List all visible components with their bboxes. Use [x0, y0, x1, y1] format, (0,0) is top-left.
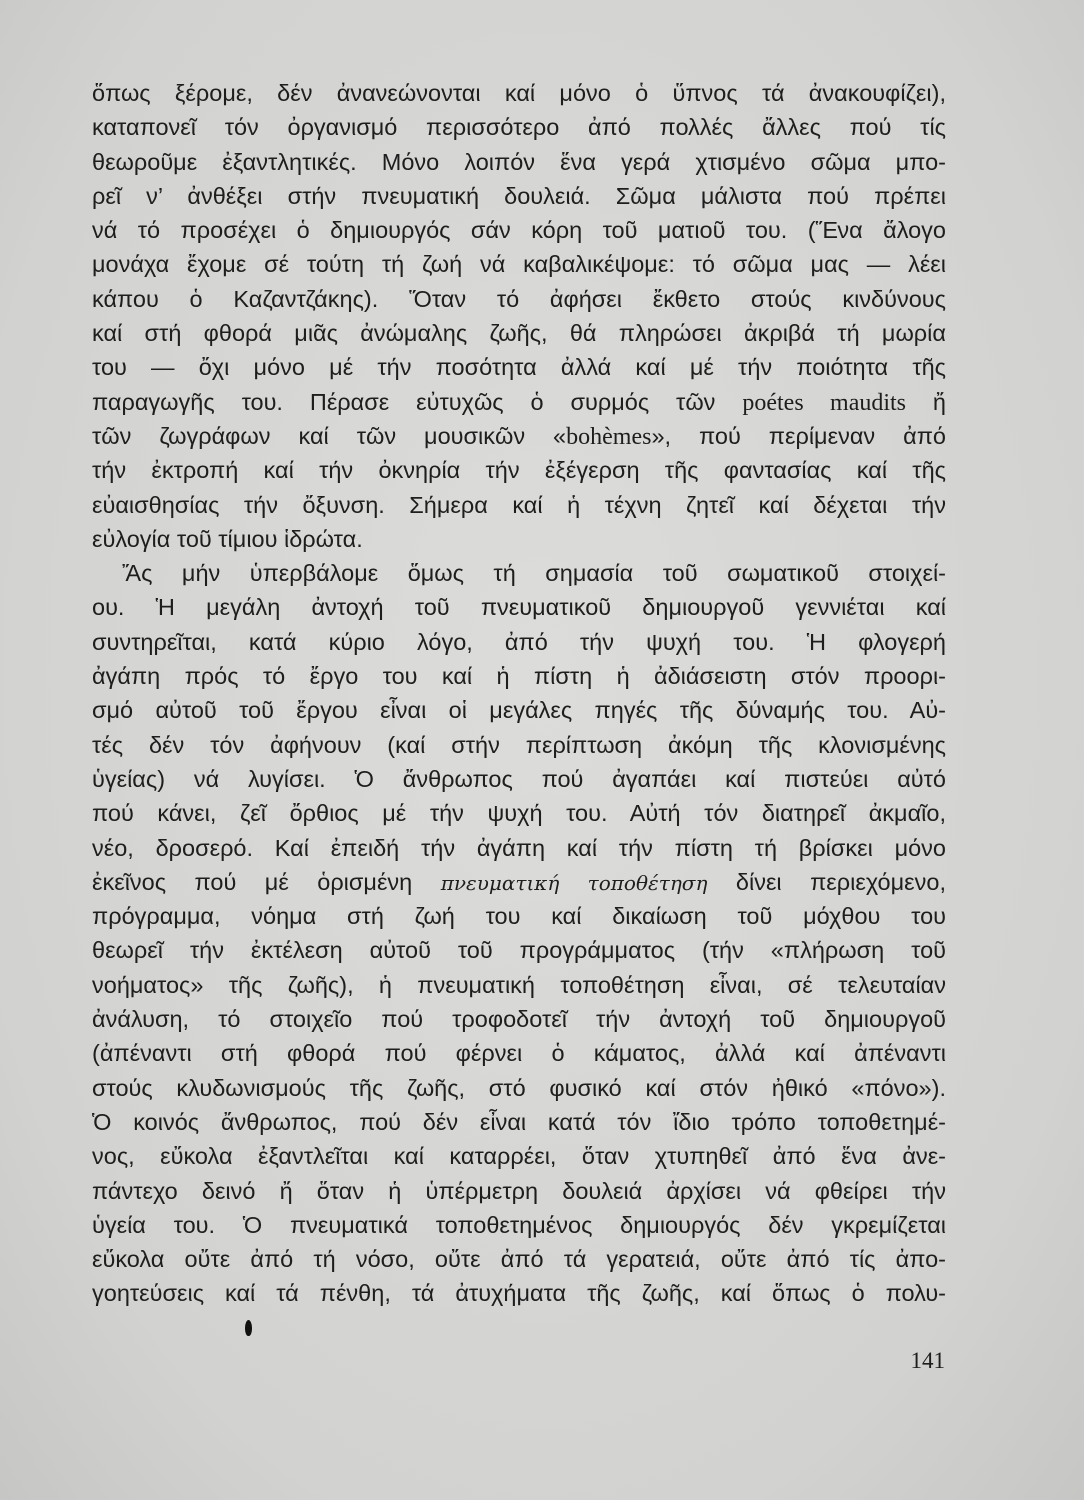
text-line	[92, 693, 946, 727]
text-segment: ρεῖ ν’ ἀνθέξει στήν πνευματική δουλειά. Σῶμα μάλιστα πού πρέπει	[92, 182, 946, 209]
text-segment: εὔκολα οὔτε ἀπό τή νόσο, οὔτε ἀπό τά γερατειά, οὔτε ἀπό τίς ἀπο-	[92, 1246, 946, 1273]
text-line	[92, 110, 946, 144]
text-line	[92, 1276, 946, 1310]
text-segment: καί στή φθορά μιᾶς ἀνώμαλης ζωῆς, θά πληρώσει ἀκριβά τή μωρία	[92, 320, 946, 347]
text-segment: πάντεχο δεινό ἤ ὅταν ἡ ὑπέρμετρη δουλειά ἀρχίσει νά φθείρει τήν	[92, 1177, 946, 1204]
text-line	[92, 145, 946, 179]
text-segment: σμό αὐτοῦ τοῦ ἔργου εἶναι οἱ μεγάλες πηγές τῆς δύναμής του. Αὐ-	[92, 697, 946, 724]
text-segment: Ὁ κοινός ἄνθρωπος, πού δέν εἶναι κατά τόν ἴδιο τρόπο τοποθετημέ-	[92, 1108, 946, 1135]
italic-phrase: πνευματική τοποθέτηση	[440, 870, 708, 895]
text-segment: στούς κλυδωνισμούς τῆς ζωῆς, στό φυσικό καί στόν ἠθικό «πόνο»).	[92, 1074, 946, 1101]
text-segment: δίνει περιεχόμενο,	[707, 868, 946, 895]
text-line	[92, 728, 946, 762]
text-segment: συντηρεῖται, κατά κύριο λόγο, ἀπό τήν ψυχή του. Ἡ φλογερή	[92, 628, 946, 655]
text-segment: (ἀπέναντι στή φθορά πού φέρνει ὁ κάματος, ἀλλά καί ἀπέναντι	[92, 1040, 946, 1067]
text-line	[92, 419, 946, 453]
text-segment: Ἄς μήν ὑπερβάλομε ὅμως τή σημασία τοῦ σωματικοῦ στοιχεί-	[122, 560, 946, 587]
text-line	[92, 590, 946, 624]
text-segment: πρόγραμμα, νόημα στή ζωή του καί δικαίωση τοῦ μόχθου του	[92, 903, 946, 930]
text-segment: κάπου ὁ Καζαντζάκης). Ὅταν τό ἀφήσει ἔκθετο στούς κινδύνους	[92, 285, 946, 312]
text-segment: ἐκεῖνος πού μέ ὁρισμένη	[92, 868, 441, 895]
text-line	[92, 625, 946, 659]
text-segment: παραγωγῆς του. Πέρασε εὐτυχῶς ὁ συρμός τῶν	[92, 388, 743, 415]
text-line	[92, 282, 946, 316]
text-segment: νοήματος» τῆς ζωῆς), ἡ πνευματική τοποθέτηση εἶναι, σέ τελευταίαν	[92, 971, 946, 998]
text-segment: καταπονεῖ τόν ὀργανισμό περισσότερο ἀπό πολλές ἄλλες πού τίς	[92, 114, 946, 141]
text-segment: μονάχα ἔχομε σέ τούτη τή ζωή νά καβαλικέψομε: τό σῶμα μας — λέει	[92, 251, 946, 278]
text-line	[92, 1105, 946, 1139]
text-segment: θεωρεῖ τήν ἐκτέλεση αὐτοῦ τοῦ προγράμματος (τήν «πλήρωση τοῦ	[92, 937, 946, 964]
text-segment: ὑγεία του. Ὁ πνευματικά τοποθετημένος δημιουργός δέν γκρεμίζεται	[92, 1211, 946, 1238]
text-segment: τήν ἐκτροπή καί τήν ὀκνηρία τήν ἐξέγερση τῆς φαντασίας καί τῆς	[92, 457, 946, 484]
text-segment: ου. Ἡ μεγάλη ἀντοχή τοῦ πνευματικοῦ δημιουργοῦ γεννιέται καί	[92, 594, 946, 621]
text-segment: νέο, δροσερό. Καί ἐπειδή τήν ἀγάπη καί τήν πίστη τή βρίσκει μόνο	[92, 834, 946, 861]
text-segment: ἀνάλυση, τό στοιχεῖο πού τροφοδοτεῖ τήν ἀντοχή τοῦ δημιουργοῦ	[92, 1006, 946, 1033]
text-segment: ὑγείας) νά λυγίσει. Ὁ ἄνθρωπος πού ἀγαπάει καί πιστεύει αὐτό	[92, 765, 946, 792]
text-line	[92, 1174, 946, 1208]
text-line	[92, 488, 946, 522]
text-line	[92, 179, 946, 213]
text-segment: τές δέν τόν ἀφήνουν (καί στήν περίπτωση ἀκόμη τῆς κλονισμένης	[92, 731, 946, 758]
text-line	[92, 659, 946, 693]
text-line	[92, 796, 946, 830]
text-line	[92, 1002, 946, 1036]
text-line	[92, 1071, 946, 1105]
text-segment: ὅπως ξέρομε, δέν ἀνανεώνονται καί μόνο ὁ ὕπνος τά ἀνακουφίζει),	[92, 80, 946, 106]
text-segment: εὐαισθησίας τήν ὄξυνση. Σήμερα καί ἡ τέχνη ζητεῖ καί δέχεται τήν	[92, 491, 946, 518]
text-line	[92, 522, 946, 556]
text-line	[92, 968, 946, 1002]
text-line	[92, 247, 946, 281]
text-segment: ἤ	[906, 388, 947, 415]
foreign-phrase: bohèmes	[566, 423, 652, 450]
body-text	[92, 76, 946, 1311]
text-line	[92, 899, 946, 933]
text-line	[92, 1036, 946, 1070]
text-segment: », πού περίμεναν ἀπό	[651, 422, 946, 449]
text-line	[92, 556, 946, 590]
text-segment: ἀγάπη πρός τό ἔργο του καί ἡ πίστη ἡ ἀδιάσειστη στόν προορι-	[92, 663, 946, 690]
text-segment: τῶν ζωγράφων καί τῶν μουσικῶν «	[92, 422, 567, 449]
text-segment: γοητεύσεις καί τά πένθη, τά ἀτυχήματα τῆς ζωῆς, καί ὅπως ὁ πολυ-	[92, 1280, 946, 1307]
text-line	[92, 213, 946, 247]
page-number: 141	[910, 1348, 945, 1373]
text-segment: του — ὄχι μόνο μέ τήν ποσότητα ἀλλά καί μέ τήν ποιότητα τῆς	[92, 354, 946, 381]
text-line	[92, 865, 946, 899]
text-line	[92, 1208, 946, 1242]
text-segment: νος, εὔκολα ἐξαντλεῖται καί καταρρέει, ὅταν χτυπηθεῖ ἀπό ἕνα ἀνε-	[92, 1143, 946, 1170]
text-segment: θεωροῦμε ἐξαντλητικές. Μόνο λοιπόν ἕνα γερά χτισμένο σῶμα μπο-	[92, 148, 946, 175]
text-line	[92, 831, 946, 865]
text-line	[92, 385, 946, 419]
text-line	[92, 316, 946, 350]
text-line	[92, 350, 946, 384]
text-line	[92, 1242, 946, 1276]
text-segment: πού κάνει, ζεῖ ὄρθιος μέ τήν ψυχή του. Αὐτή τόν διατηρεῖ ἀκμαῖο,	[92, 800, 946, 827]
text-line	[92, 933, 946, 967]
text-segment: εὐλογία τοῦ τίμιου ἱδρώτα.	[92, 525, 363, 552]
text-line	[92, 76, 946, 110]
text-segment: νά τό προσέχει ὁ δημιουργός σάν κόρη τοῦ ματιοῦ του. (Ἕνα ἄλογο	[92, 217, 946, 244]
ink-blot	[245, 1320, 252, 1336]
foreign-phrase: poétes maudits	[742, 389, 907, 416]
text-line	[92, 762, 946, 796]
text-line	[92, 453, 946, 487]
text-line	[92, 1139, 946, 1173]
